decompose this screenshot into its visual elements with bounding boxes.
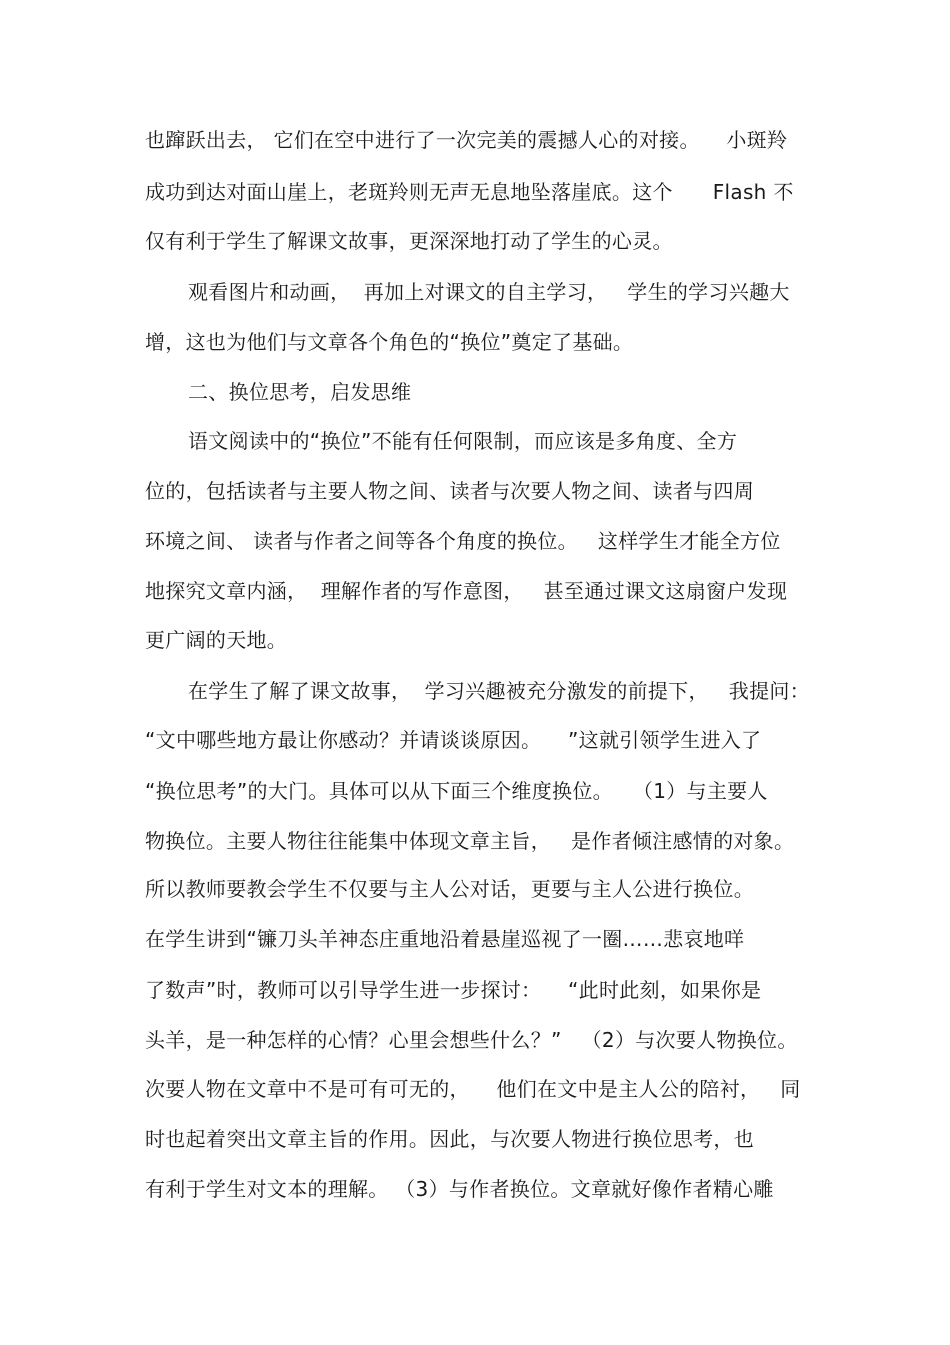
text-line: “文中哪些地方最让你感动？并请谈谈原因。 ”这就引领学生进入了 [145, 728, 762, 752]
text-line: 次要人物在文章中不是可有可无的， 他们在文中是主人公的陪衬， 同 [145, 1077, 801, 1101]
text-line: 也蹿跃出去， 它们在空中进行了一次完美的震撼人心的对接。 小斑羚 [145, 128, 788, 152]
text-line: 成功到达对面山崖上，老斑羚则无声无息地坠落崖底。这个 Flash 不 [145, 180, 794, 204]
section-heading: 二、换位思考，启发思维 [188, 380, 412, 404]
text-line: 增，这也为他们与文章各个角色的“换位”奠定了基础。 [145, 330, 634, 354]
paragraph-first-line: 在学生了解了课文故事， 学习兴趣被充分激发的前提下， 我提问： [188, 679, 810, 703]
text-line: 位的，包括读者与主要人物之间、读者与次要人物之间、读者与四周 [145, 479, 754, 503]
text-line: 地探究文章内涵， 理解作者的写作意图， 甚至通过课文这扇窗户发现 [145, 579, 788, 603]
text-line: 所以教师要教会学生不仅要与主人公对话，更要与主人公进行换位。 [145, 877, 754, 901]
paragraph-first-line: 观看图片和动画， 再加上对课文的自主学习， 学生的学习兴趣大 [188, 280, 790, 304]
text-line: 了数声”时，教师可以引导学生进一步探讨： “此时此刻，如果你是 [145, 978, 762, 1002]
text-line: 有利于学生对文本的理解。 （3）与作者换位。文章就好像作者精心雕 [145, 1177, 774, 1201]
text-line: 时也起着突出文章主旨的作用。因此，与次要人物进行换位思考，也 [145, 1127, 754, 1151]
text-line: 头羊，是一种怎样的心情？心里会想些什么？” （2）与次要人物换位。 [145, 1028, 798, 1052]
text-line: 更广阔的天地。 [145, 628, 288, 652]
text-line: 环境之间、 读者与作者之间等各个角度的换位。 这样学生才能全方位 [145, 529, 781, 553]
paragraph-first-line: 语文阅读中的“换位”不能有任何限制，而应该是多角度、全方 [188, 429, 738, 453]
text-line: 在学生讲到“镰刀头羊神态庄重地沿着悬崖巡视了一圈……悲哀地咩 [145, 927, 745, 951]
text-line: 物换位。主要人物往往能集中体现文章主旨， 是作者倾注感情的对象。 [145, 829, 795, 853]
text-line: 仅有利于学生了解课文故事，更深深地打动了学生的心灵。 [145, 229, 673, 253]
text-line: “换位思考”的大门。具体可以从下面三个维度换位。 （1）与主要人 [145, 779, 768, 803]
